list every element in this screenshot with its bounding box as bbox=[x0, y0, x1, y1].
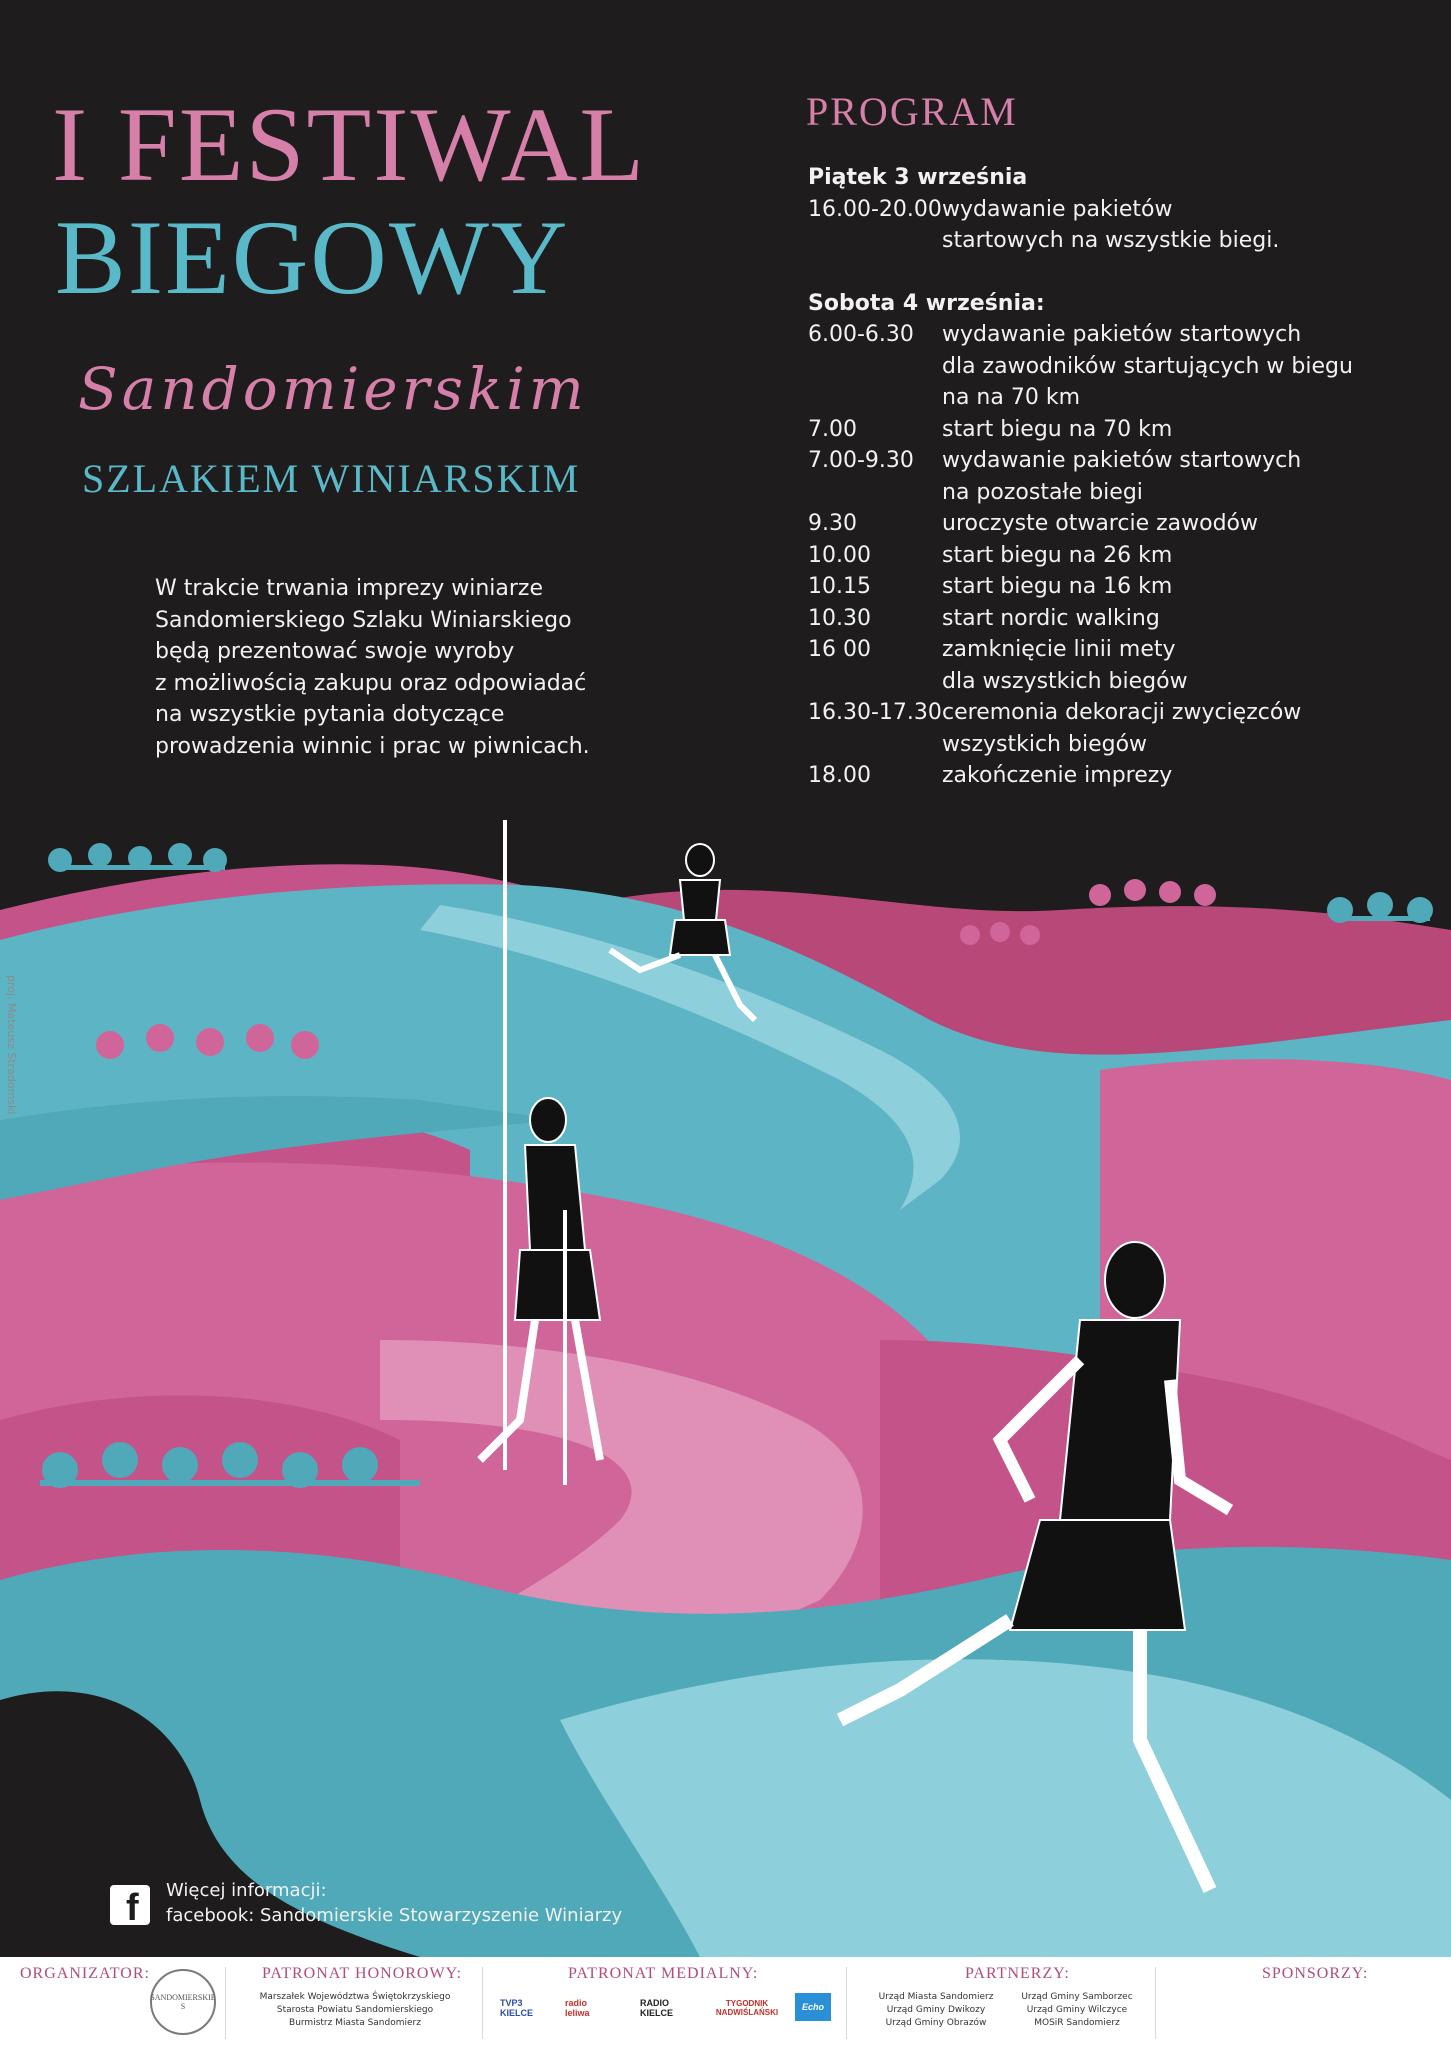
organizer-label: ORGANIZATOR: bbox=[20, 1965, 150, 1982]
intro-line: będą prezentować swoje wyroby bbox=[155, 639, 515, 664]
schedule-row bbox=[808, 508, 1408, 540]
organizer-logo: SANDOMIERSKIE S bbox=[150, 1969, 216, 2035]
title-line-2: BIEGOWY bbox=[55, 199, 570, 316]
event-time: 10.00 bbox=[808, 542, 871, 568]
schedule-row bbox=[808, 603, 1408, 635]
tvp3-logo: TVP3 KIELCE bbox=[500, 1998, 534, 2018]
intro-line: na wszystkie pytania dotyczące bbox=[155, 702, 505, 727]
event-desc: na pozostałe biegi bbox=[942, 479, 1143, 505]
day-title: Piątek 3 września bbox=[808, 165, 1028, 190]
event-desc: na na 70 km bbox=[942, 385, 1080, 410]
event-time: 6.00-6.30 bbox=[808, 322, 914, 347]
facebook-icon[interactable]: f bbox=[110, 1885, 150, 1925]
intro-line: prowadzenia winnic i prac w piwnicach. bbox=[155, 733, 590, 759]
event-time: 16.00-20.00 bbox=[808, 196, 942, 222]
partners-label: PARTNERZY: bbox=[965, 1965, 1070, 1982]
intro-line: W trakcie trwania imprezy winiarze bbox=[155, 576, 543, 601]
partner: Urząd Gminy Obrazów bbox=[885, 2018, 987, 2028]
event-desc: dla zawodników startujących w biegu bbox=[942, 353, 1353, 379]
event-desc: wydawanie pakietów startowych bbox=[942, 448, 1302, 473]
event-time: 9.30 bbox=[808, 511, 857, 536]
designer-credit: proj. Mateusz Stradomski bbox=[5, 975, 18, 1115]
day-title: Sobota 4 września: bbox=[808, 290, 1045, 316]
schedule-row bbox=[808, 445, 1408, 508]
sponsors-label: SPONSORZY: bbox=[1262, 1965, 1369, 1982]
event-desc: start biegu na 16 km bbox=[942, 574, 1173, 599]
echo-logo: Echo bbox=[795, 1993, 831, 2021]
radio-kielce-logo: RADIO KIELCE bbox=[640, 1998, 674, 2018]
landscape-illustration bbox=[0, 820, 1451, 1957]
event-desc: start nordic walking bbox=[942, 605, 1160, 631]
script-title: Sandomierskim bbox=[78, 355, 588, 423]
event-time: 16 00 bbox=[808, 637, 871, 662]
event-desc: start biegu na 70 km bbox=[942, 416, 1173, 442]
radio-leliwa-logo: radio leliwa bbox=[565, 1998, 590, 2018]
intro-line: z możliwością zakupu oraz odpowiadać bbox=[155, 670, 587, 696]
schedule-row bbox=[808, 540, 1408, 572]
event-time: 7.00 bbox=[808, 416, 857, 442]
facebook-link[interactable]: facebook: Sandomierskie Stowarzyszenie Winiarzy bbox=[166, 1905, 623, 1926]
partner: Urząd Gminy Wilczyce bbox=[1026, 2005, 1128, 2015]
event-time: 10.30 bbox=[808, 605, 871, 631]
event-desc: start biegu na 26 km bbox=[942, 542, 1173, 568]
partner: Urząd Gminy Samborzec bbox=[1021, 1992, 1133, 2002]
schedule-row bbox=[808, 697, 1408, 760]
honorary-patron: Starosta Powiatu Sandomierskiego bbox=[276, 2005, 434, 2015]
schedule-row bbox=[808, 319, 1408, 414]
honorary-patron: Burmistrz Miasta Sandomierz bbox=[289, 2018, 421, 2028]
more-info bbox=[166, 1878, 622, 1928]
event-desc: wydawanie pakietów startowych bbox=[942, 322, 1302, 347]
media-label: PATRONAT MEDIALNY: bbox=[568, 1965, 759, 1982]
event-desc: uroczyste otwarcie zawodów bbox=[942, 511, 1259, 536]
schedule-row bbox=[808, 414, 1408, 446]
title-line-1: I FESTIWAL bbox=[52, 86, 647, 203]
partner: Urząd Miasta Sandomierz bbox=[878, 1992, 994, 2002]
partner: MOSiR Sandomierz bbox=[1034, 2018, 1120, 2028]
event-time: 7.00-9.30 bbox=[808, 448, 914, 473]
event-desc: zakończenie imprezy bbox=[942, 763, 1173, 788]
event-desc: wydawanie pakietów bbox=[942, 196, 1173, 222]
partner: Urząd Gminy Dwikozy bbox=[886, 2005, 986, 2015]
honorary-label: PATRONAT HONOROWY: bbox=[262, 1965, 463, 1982]
schedule-row bbox=[808, 194, 1408, 257]
schedule-row bbox=[808, 571, 1408, 603]
program-schedule bbox=[808, 162, 1408, 792]
intro-line: Sandomierskiego Szlaku Winiarskiego bbox=[155, 607, 572, 633]
event-desc: zamknięcie linii mety bbox=[942, 637, 1176, 662]
subtitle: SZLAKIEM WINIARSKIM bbox=[82, 456, 581, 501]
event-time: 10.15 bbox=[808, 574, 871, 599]
event-desc: dla wszystkich biegów bbox=[942, 668, 1188, 694]
event-desc: wszystkich biegów bbox=[942, 731, 1148, 757]
event-time: 18.00 bbox=[808, 763, 871, 788]
honorary-patron: Marszałek Województwa Świętokrzyskiego bbox=[259, 1992, 451, 2002]
schedule-row bbox=[808, 634, 1408, 697]
program-heading: PROGRAM bbox=[806, 89, 1018, 134]
intro-paragraph bbox=[155, 573, 675, 762]
event-time: 16.30-17.30 bbox=[808, 700, 942, 725]
tygodnik-logo: TYGODNIK NADWIŚLAŃSKI bbox=[715, 1999, 779, 2017]
event-desc: startowych na wszystkie biegi. bbox=[942, 228, 1280, 253]
schedule-row bbox=[808, 760, 1408, 792]
more-info-label: Więcej informacji: bbox=[166, 1880, 327, 1901]
event-desc: ceremonia dekoracji zwycięzców bbox=[942, 700, 1302, 725]
sponsor-footer bbox=[0, 1957, 1451, 2048]
